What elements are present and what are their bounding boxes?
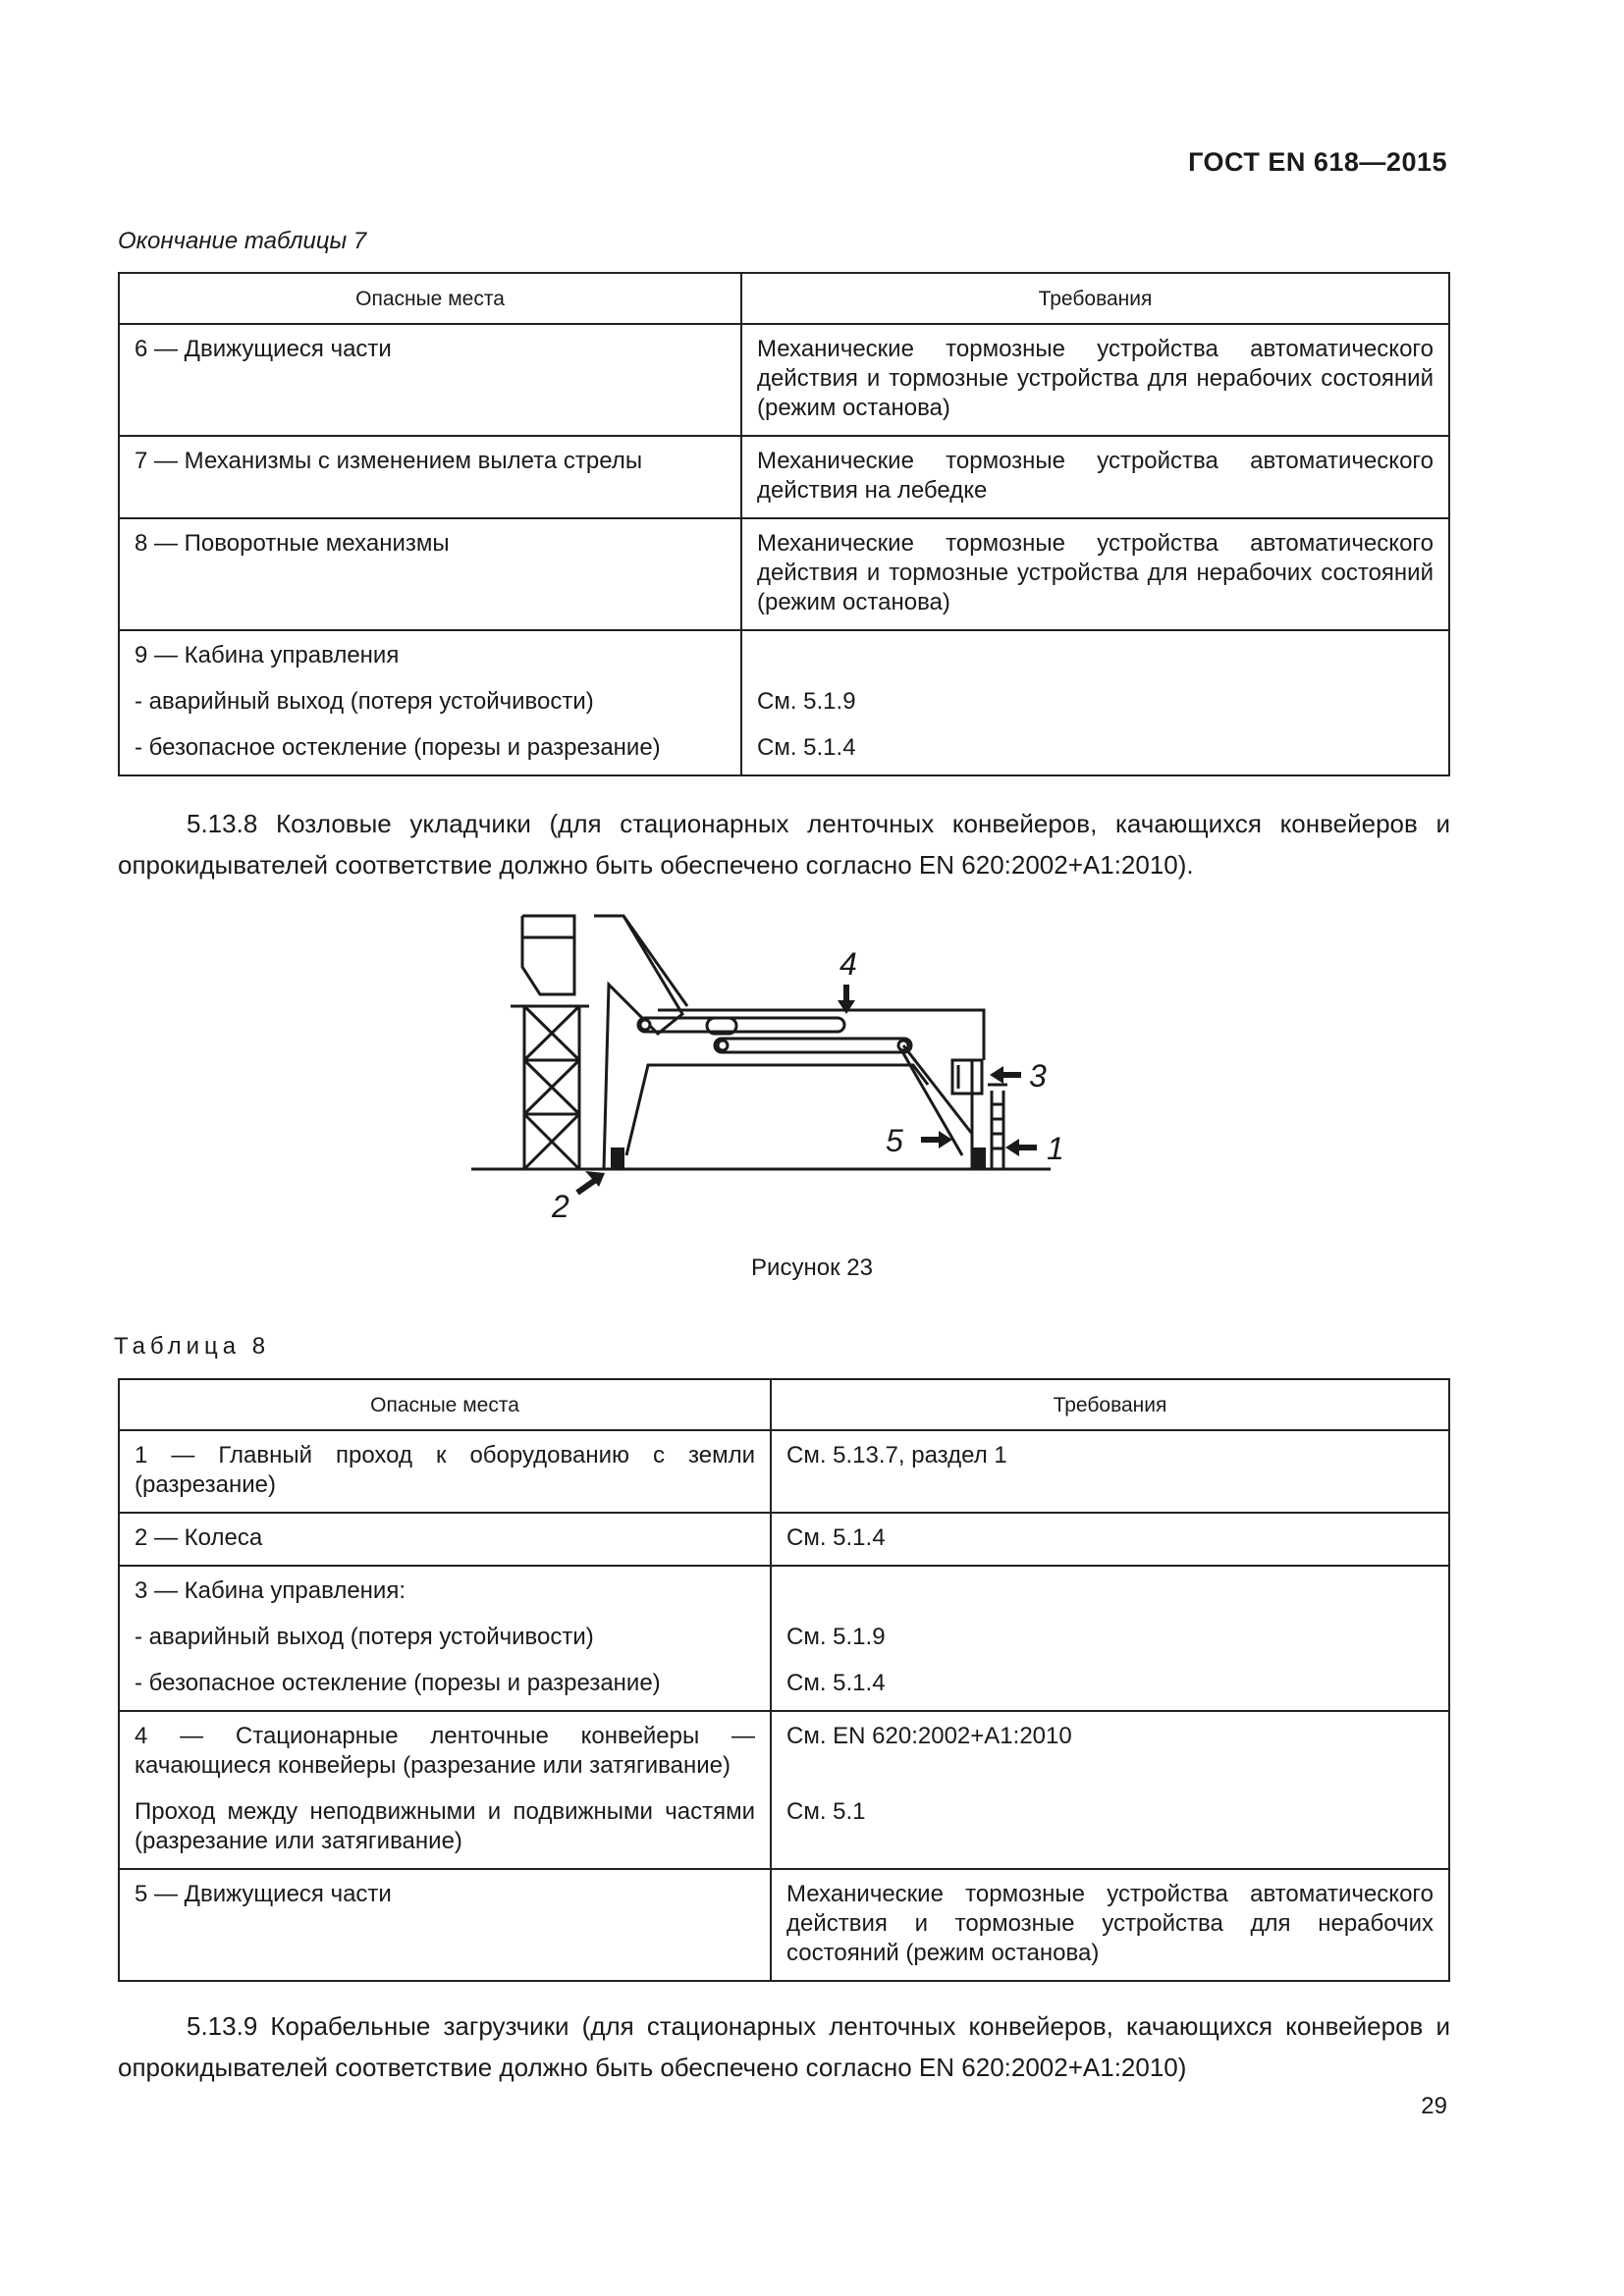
cell-text: 3 — Кабина управления: [135,1577,406,1604]
table-cell [119,1711,771,1869]
table-cell [119,630,741,775]
table8-caption: Таблица 8 [114,1333,271,1360]
gantry-drawing [471,916,1129,1169]
document-code: ГОСТ EN 618—2015 [1188,147,1447,177]
cell-text: 5 — Движущиеся части [135,1881,392,1907]
table-row [119,436,1449,518]
cell-text: См. 5.13.7, раздел 1 [786,1442,1007,1468]
cell-text: Механические тормозные устройства автоматического действия и тормозные устройства для нерабочих состояний (режим останова) [757,530,1434,615]
cell-text: См. EN 620:2002+A1:2010 [786,1723,1072,1749]
callout-label-2: 2 [552,1189,569,1224]
cell-text: - аварийный выход (потеря устойчивости) [135,1624,594,1650]
table-row [119,630,1449,775]
table-cell [771,1869,1449,1981]
table7-caption: Окончание таблицы 7 [118,228,367,254]
cell-text: 7 — Механизмы с изменением вылета стрелы [135,448,643,474]
cell-text [786,1576,1434,1606]
figure-caption: Рисунок 23 [751,1255,873,1281]
table-row [119,518,1449,630]
cell-text: 2 — Колеса [135,1524,263,1551]
cell-text: См. 5.1.4 [786,1670,886,1696]
table-row [119,1430,1449,1513]
cell-text: Механические тормозные устройства автоматического действия на лебедке [757,448,1434,504]
cell-text: Проход между неподвижными и подвижными частями (разрезание или затягивание) [135,1798,755,1854]
cell-text: Механические тормозные устройства автоматического действия и тормозные устройства для нерабочих состояний (режим останова) [757,336,1434,421]
cell-text: - аварийный выход (потеря устойчивости) [135,688,594,715]
table7 [118,272,1450,776]
cell-text: Механические тормозные устройства автоматического действия и тормозные устройства для нерабочих состояний (режим останова) [786,1881,1434,1966]
cell-text: См. 5.1.9 [757,688,856,715]
column-header: Требования [771,1379,1449,1430]
cell-text: 8 — Поворотные механизмы [135,530,450,557]
table-cell [119,1513,771,1566]
table-cell [741,518,1449,630]
table-row [119,1869,1449,1981]
cell-text: 4 — Стационарные ленточные конвейеры — качающиеся конвейеры (разрезание или затягивание) [135,1723,755,1779]
paragraph-5-13-9: 5.13.9 Корабельные загрузчики (для стационарных ленточных конвейеров, качающихся конвейеров и опрокидывателей соответствие должно быть обеспечено согласно EN 620:2002+A1:2010) [118,2011,1450,2082]
table-cell [771,1513,1449,1566]
cell-text: 6 — Движущиеся части [135,336,392,362]
cell-text: См. 5.1.9 [786,1624,886,1650]
table-cell [119,436,741,518]
table-cell [119,324,741,436]
callout-label-3: 3 [1029,1058,1047,1094]
callout-label-4: 4 [839,946,857,982]
table-cell [119,518,741,630]
swinging-conveyor [715,1039,911,1052]
column-header: Требования [741,273,1449,324]
table-row [119,1566,1449,1711]
table-cell [741,630,1449,775]
cell-text: См. 5.1 [786,1798,866,1825]
table-header-row [119,1379,1449,1430]
hopper [522,916,574,994]
cell-text: - безопасное остекление (порезы и разрезание) [135,734,661,761]
callout-label-5: 5 [886,1123,903,1158]
table-cell [119,1869,771,1981]
table-row [119,1711,1449,1869]
table-cell [771,1430,1449,1513]
table-cell [119,1566,771,1711]
page-number: 29 [1421,2093,1447,2119]
table-cell [741,324,1449,436]
table-header-row [119,273,1449,324]
cell-text: 1 — Главный проход к оборудованию с земли (разрезание) [135,1442,755,1498]
wheel-left [611,1148,624,1169]
column-header: Опасные места [119,273,741,324]
wheel-right [972,1148,986,1169]
paragraph-5-13-8: 5.13.8 Козловые укладчики (для стационарных ленточных конвейеров, качающихся конвейеров и опрокидывателей соответствие должно быть обеспечено согласно EN 620:2002+A1:2010). [118,809,1450,880]
cell-text: 9 — Кабина управления [135,642,400,668]
table-cell [119,1430,771,1513]
column-header: Опасные места [119,1379,771,1430]
callout-arrows [577,985,1037,1193]
callout-label-1: 1 [1047,1131,1064,1166]
table-row [119,324,1449,436]
figure-23-gantry-stacker [461,908,1129,1232]
table-cell [771,1711,1449,1869]
table-cell [771,1566,1449,1711]
table-row [119,1513,1449,1566]
main-leg [594,916,682,1169]
cell-text: См. 5.1.4 [757,734,856,761]
cell-text [757,641,1434,670]
cell-text: См. 5.1.4 [786,1524,886,1551]
cell-text: - безопасное остекление (порезы и разрезание) [135,1670,661,1696]
table-cell [741,436,1449,518]
table8 [118,1378,1450,1982]
